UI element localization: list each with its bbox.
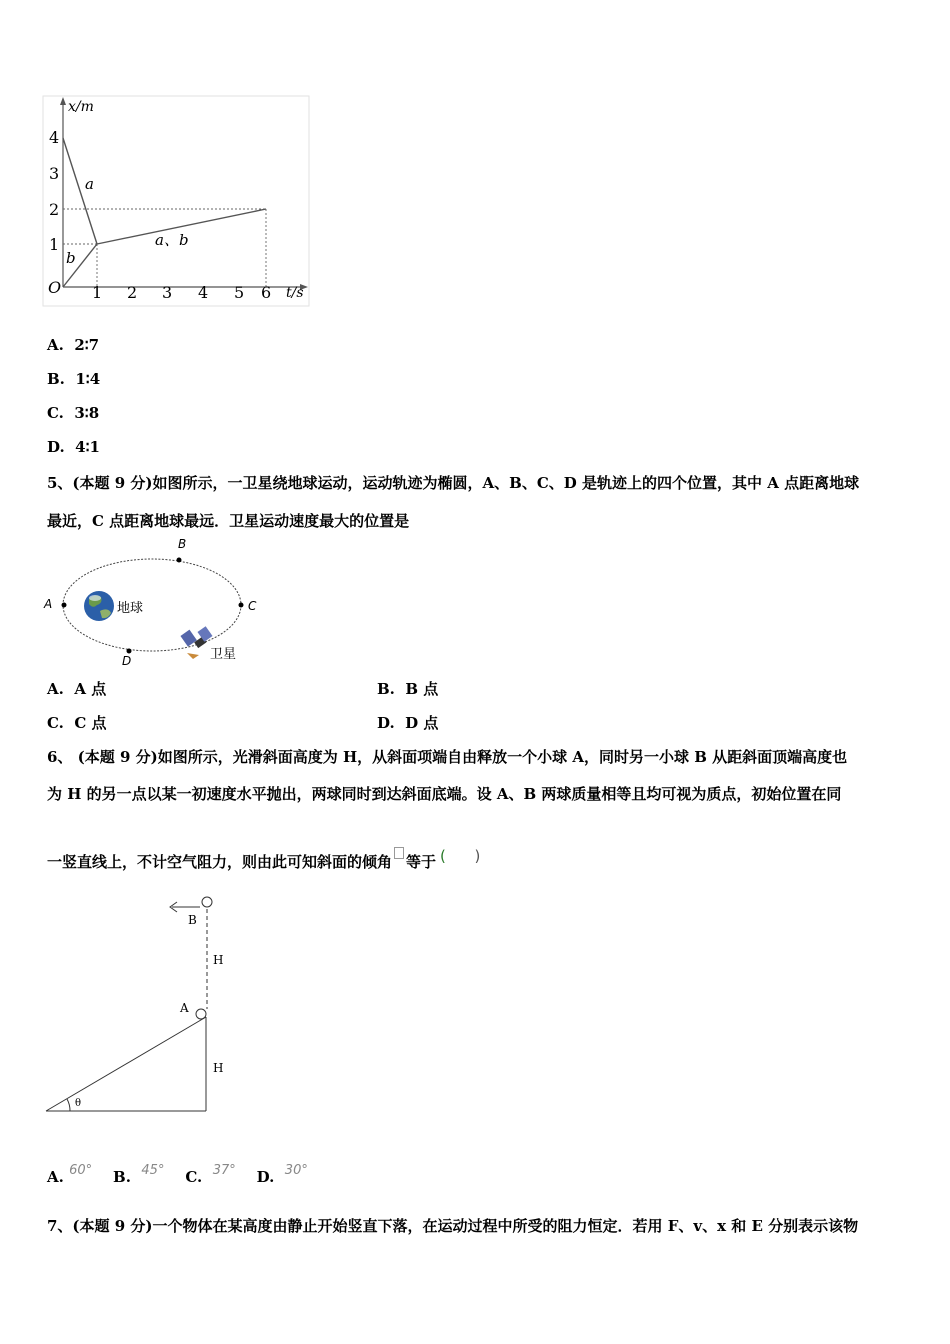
earth-label: 地球 <box>117 601 144 616</box>
q6-options-row <box>47 1163 308 1186</box>
theta-label: θ <box>75 1098 82 1109</box>
answer-bracket-icon: ( ) <box>440 847 481 865</box>
point-d-label: D <box>122 654 132 665</box>
q5-option-c[interactable]: C. C 点 <box>47 714 107 732</box>
line-a-label: a <box>85 175 94 193</box>
q7-text-line1: 7、(本题 9 分)一个物体在某高度由静止开始竖直下落，在运动过程中所受的阻力恒定．若用 F、v、x 和 E 分别表示该物 <box>47 1217 859 1235</box>
xt-graph <box>42 95 310 307</box>
line-b-label: b <box>66 249 76 267</box>
q4-option-c[interactable]: C. 3∶8 <box>47 404 100 422</box>
x-tick: 3 <box>162 283 173 302</box>
q6-text-line3: 一竖直线上，不计空气阻力，则由此可知斜面的倾角 等于 ( ) <box>47 847 481 871</box>
ball-b <box>202 897 212 907</box>
q5-option-a[interactable]: A. A 点 <box>47 680 107 698</box>
y-tick: 2 <box>49 200 60 219</box>
point-b-label: B <box>178 537 187 551</box>
q6-text-line1: 6、 (本题 9 分)如图所示，光滑斜面高度为 H，从斜面项端自由释放一个小球 A，同时另一小球 B 从距斜面顶端高度也 <box>47 748 848 766</box>
q5-option-d[interactable]: D. D 点 <box>377 714 439 732</box>
q6-option-c[interactable]: C. 37° <box>185 1163 236 1186</box>
q4-option-d[interactable]: D. 4∶1 <box>47 438 100 456</box>
x-tick: 4 <box>198 283 209 302</box>
q6-option-b[interactable]: B. 45° <box>113 1163 165 1186</box>
q4-option-a[interactable]: A. 2∶7 <box>47 336 100 354</box>
y-tick: 3 <box>49 164 60 183</box>
earth-icon <box>84 591 114 621</box>
x-tick: 1 <box>92 283 103 302</box>
q5-text-line1: 5、(本题 9 分)如图所示，一卫星绕地球运动，运动轨迹为椭圆，A、B、C、D 是轨迹上的四个位置，其中 A 点距离地球 <box>47 474 860 492</box>
q6-option-a[interactable]: A. 60° <box>47 1163 93 1186</box>
q5-option-b[interactable]: B. B 点 <box>377 680 439 698</box>
ball-a-label: A <box>180 1001 189 1015</box>
height-label-top: H <box>213 953 224 967</box>
x-tick: 2 <box>127 283 138 302</box>
q6-option-d[interactable]: D. 30° <box>256 1163 308 1186</box>
x-axis-label: t/s <box>286 285 304 301</box>
satellite-label: 卫星 <box>210 647 237 662</box>
y-axis-label: x/m <box>68 99 94 115</box>
orbit-figure <box>40 535 270 665</box>
q6-text-line2: 为 H 的另一点以某一初速度水平抛出，两球同时到达斜面底端。设 A、B 两球质量相等且均可视为质点，初始位置在同 <box>47 785 842 803</box>
x-tick: 6 <box>261 283 272 302</box>
q5-text-line2: 最近，C 点距离地球最远．卫星运动速度最大的位置是 <box>47 512 410 530</box>
height-label-bottom: H <box>213 1061 224 1075</box>
line-ab-label: a、b <box>155 231 189 249</box>
incline-figure <box>40 893 240 1118</box>
origin-label: O <box>48 278 62 297</box>
y-tick: 1 <box>49 235 60 254</box>
theta-placeholder-icon <box>394 847 404 859</box>
satellite-icon <box>180 626 212 659</box>
point-c-label: C <box>248 599 257 613</box>
y-tick: 4 <box>49 128 60 147</box>
x-tick: 5 <box>234 283 245 302</box>
point-a-label: A <box>44 597 53 611</box>
q4-option-b[interactable]: B. 1∶4 <box>47 370 101 388</box>
ball-b-label: B <box>188 913 197 927</box>
